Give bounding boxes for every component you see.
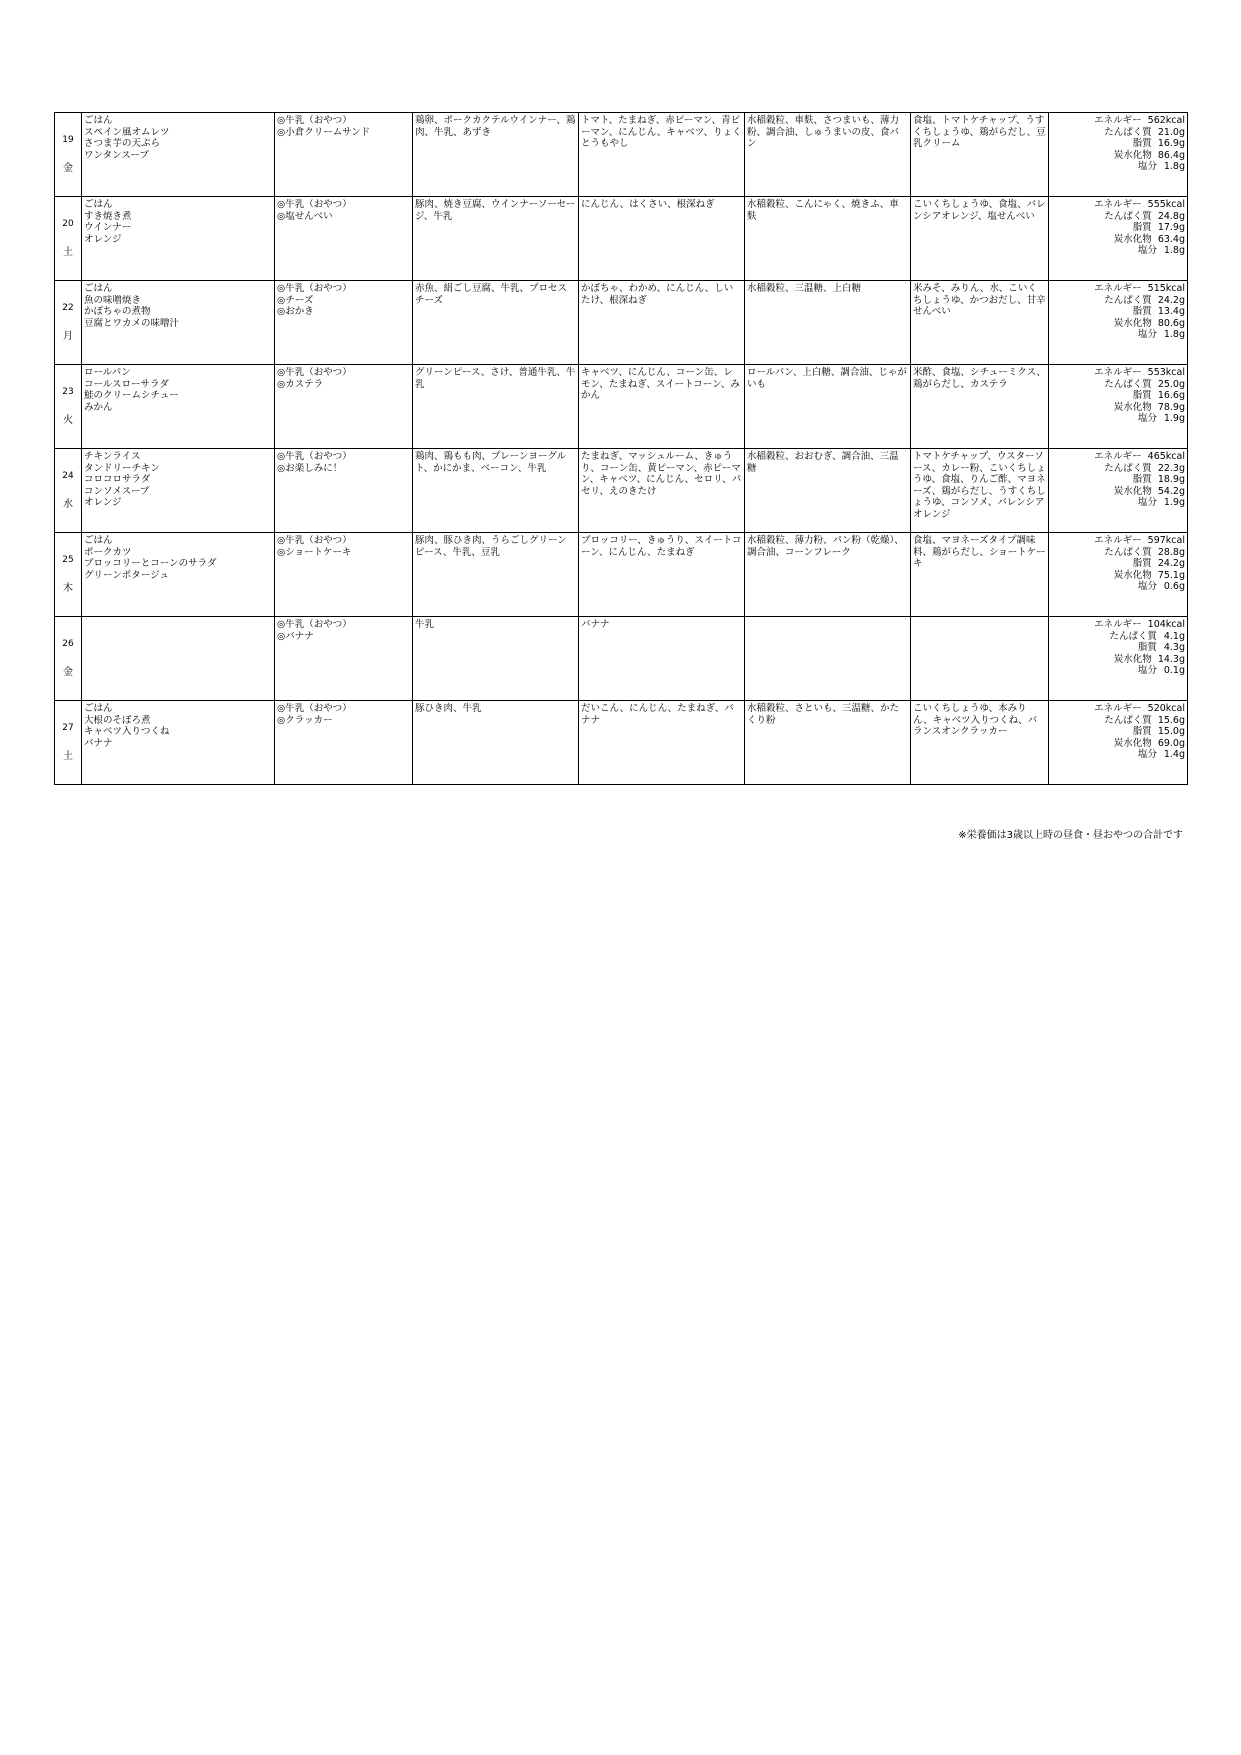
snack-item: ◎牛乳（おやつ） — [277, 199, 352, 210]
nutrition-value: 597kcal — [1147, 535, 1185, 546]
nutrition-row — [1051, 749, 1185, 761]
nutrition-label: 塩分 — [1137, 413, 1157, 425]
red-group-cell — [413, 533, 579, 617]
nutrition-label: 塩分 — [1137, 245, 1157, 257]
ingredient-text: ロールパン、上白糖、調合油、じゃがいも — [747, 367, 907, 390]
nutrition-row — [1051, 642, 1185, 654]
nutrition-row — [1051, 463, 1185, 475]
ingredient-text: 赤魚、絹ごし豆腐、牛乳、プロセスチーズ — [415, 283, 568, 306]
snack-item: ◎ショートケーキ — [277, 546, 352, 558]
ingredient-text: ブロッコリー、きゅうり、スイートコーン、にんじん、たまねぎ — [581, 535, 742, 558]
dish-item: オレンジ — [84, 497, 122, 509]
date-cell — [55, 701, 82, 785]
red-group-cell — [413, 701, 579, 785]
green-group-cell — [579, 617, 745, 701]
dish-item: ごはん — [84, 199, 113, 210]
nutrition-row — [1051, 619, 1185, 631]
ingredient-text: 食塩、マヨネーズタイプ調味料、鶏がらだし、ショートケーキ — [913, 535, 1046, 570]
menu-row — [55, 281, 1188, 365]
menu-row — [55, 365, 1188, 449]
ingredient-text: 米酢、食塩、シチューミクス、鶏がらだし、カステラ — [913, 367, 1046, 390]
nutrition-value: 24.2g — [1157, 558, 1185, 570]
date-cell — [55, 617, 82, 701]
nutrition-value: 13.4g — [1157, 306, 1185, 318]
nutrition-value: 553kcal — [1147, 367, 1185, 378]
ingredient-text: 水稲穀粒、三温糖、上白糖 — [747, 283, 862, 294]
dish-item: ロールパン — [84, 367, 131, 378]
dish-item: 魚の味噌焼き — [84, 294, 142, 306]
menu-row — [55, 113, 1188, 197]
nutrition-value: 1.9g — [1163, 497, 1185, 509]
dish-item: 豆腐とワカメの味噌汁 — [84, 317, 180, 329]
nutrition-row — [1051, 547, 1185, 559]
nutrition-label: エネルギー — [1094, 535, 1142, 546]
dish-item: チキンライス — [84, 451, 141, 462]
nutrition-label: たんぱく質 — [1104, 546, 1152, 558]
nutrition-value: 14.3g — [1157, 653, 1185, 665]
dish-item: 鮭のクリームシチュー — [84, 390, 179, 402]
menu-dishes-cell — [82, 365, 275, 449]
nutrition-cell — [1049, 533, 1188, 617]
menu-dishes-cell — [82, 281, 275, 365]
day-number: 22 — [62, 302, 74, 313]
dish-item: オレンジ — [84, 233, 122, 245]
nutrition-row — [1051, 127, 1185, 139]
snack-item: ◎牛乳（おやつ） — [277, 535, 352, 546]
ingredient-text: 豚肉、豚ひき肉、うらごしグリーンピース、牛乳、豆乳 — [415, 535, 567, 558]
nutrition-cell — [1049, 365, 1188, 449]
nutrition-label: 塩分 — [1137, 665, 1157, 677]
nutrition-value: 18.9g — [1157, 474, 1185, 486]
nutrition-label: 脂質 — [1132, 138, 1152, 150]
nutrition-value: 75.1g — [1157, 569, 1185, 581]
dish-item: さつま芋の天ぷら — [84, 138, 161, 150]
dish-item: コンソメスープ — [84, 485, 150, 497]
dish-item: グリーンポタージュ — [84, 569, 169, 581]
seasoning-cell — [911, 701, 1049, 785]
snack-cell — [275, 617, 413, 701]
nutrition-label: 塩分 — [1137, 329, 1157, 341]
ingredient-text: 豚ひき肉、牛乳 — [415, 703, 482, 714]
dish-item: ごはん — [84, 703, 113, 714]
menu-row — [55, 533, 1188, 617]
yellow-group-cell — [745, 197, 911, 281]
nutrition-label: 塩分 — [1137, 749, 1157, 761]
day-number: 26 — [62, 638, 74, 649]
snack-item: ◎塩せんべい — [277, 210, 333, 222]
date-cell — [55, 449, 82, 533]
nutrition-row — [1051, 558, 1185, 570]
dish-item: ごはん — [84, 115, 113, 126]
ingredient-text: こいくちしょうゆ、食塩、バレンシアオレンジ、塩せんべい — [913, 199, 1046, 222]
snack-cell — [275, 701, 413, 785]
nutrition-label: エネルギー — [1094, 619, 1142, 630]
dish-item: すき焼き煮 — [84, 210, 132, 222]
nutrition-row — [1051, 379, 1185, 391]
nutrition-row — [1051, 115, 1185, 127]
dish-item: コールスローサラダ — [84, 378, 169, 390]
nutrition-cell — [1049, 617, 1188, 701]
nutrition-label: 炭水化物 — [1113, 737, 1152, 749]
nutrition-cell — [1049, 281, 1188, 365]
nutrition-label: 塩分 — [1137, 581, 1157, 593]
nutrition-value: 17.9g — [1157, 222, 1185, 234]
nutrition-row — [1051, 738, 1185, 750]
day-number: 25 — [62, 554, 74, 565]
yellow-group-cell — [745, 533, 911, 617]
nutrition-row — [1051, 306, 1185, 318]
ingredient-text: 水稲穀粒、こんにゃく、焼きふ、車麩 — [747, 199, 899, 222]
nutrition-cell — [1049, 113, 1188, 197]
ingredient-text: トマトケチャップ、ウスターソース、カレー粉、こいくちしょうゆ、食塩、りんご酢、マヨネーズ、鶏がらだし、うすくちしょうゆ、コンソメ、バレンシアオレンジ — [913, 451, 1046, 520]
ingredient-text: 水稲穀粒、薄力粉、パン粉（乾燥）、調合油、コーンフレーク — [747, 535, 904, 558]
nutrition-value: 0.1g — [1163, 665, 1185, 677]
snack-item: ◎カステラ — [277, 378, 324, 390]
nutrition-value: 80.6g — [1157, 317, 1185, 329]
snack-item: ◎牛乳（おやつ） — [277, 283, 352, 294]
day-number: 24 — [62, 470, 74, 481]
nutrition-value: 24.8g — [1157, 210, 1185, 222]
snack-item: ◎チーズ — [277, 294, 314, 306]
nutrition-row — [1051, 234, 1185, 246]
dish-item: コロコロサラダ — [84, 474, 151, 486]
ingredient-text: 牛乳 — [415, 619, 435, 630]
seasoning-cell — [911, 281, 1049, 365]
red-group-cell — [413, 449, 579, 533]
nutrition-row — [1051, 402, 1185, 414]
nutrition-value: 555kcal — [1147, 199, 1185, 210]
menu-table-body — [55, 113, 1188, 785]
nutrition-label: たんぱく質 — [1104, 126, 1152, 138]
ingredient-text: トマト、たまねぎ、赤ピーマン、青ピーマン、にんじん、キャベツ、りょくとうもやし — [581, 115, 742, 150]
seasoning-cell — [911, 449, 1049, 533]
nutrition-label: エネルギー — [1094, 199, 1142, 210]
nutrition-row — [1051, 283, 1185, 295]
nutrition-label: たんぱく質 — [1104, 210, 1152, 222]
dish-item: スペイン風オムレツ — [84, 126, 170, 138]
ingredient-text: 水稲穀粒、車麩、さつまいも、薄力粉、調合油、しゅうまいの皮、食パン — [747, 115, 900, 150]
nutrition-label: たんぱく質 — [1104, 294, 1152, 306]
ingredient-text: だいこん、にんじん、たまねぎ、バナナ — [581, 703, 734, 726]
nutrition-value: 4.1g — [1163, 630, 1185, 642]
nutrition-value: 24.2g — [1157, 294, 1185, 306]
seasoning-cell — [911, 617, 1049, 701]
weekday: 土 — [63, 246, 73, 258]
nutrition-label: 塩分 — [1137, 497, 1157, 509]
ingredient-text: 米みそ、みりん、水、こいくちしょうゆ、かつおだし、甘辛せんべい — [913, 283, 1046, 318]
nutrition-cell — [1049, 449, 1188, 533]
menu-row — [55, 197, 1188, 281]
nutrition-value: 0.6g — [1163, 581, 1185, 593]
ingredient-text: 豚肉、焼き豆腐、ウインナーソーセージ、牛乳 — [415, 199, 576, 222]
green-group-cell — [579, 701, 745, 785]
menu-dishes-cell — [82, 617, 275, 701]
nutrition-row — [1051, 703, 1185, 715]
dish-item: かぼちゃの煮物 — [84, 306, 151, 318]
day-number: 19 — [62, 134, 74, 145]
seasoning-cell — [911, 533, 1049, 617]
nutrition-label: たんぱく質 — [1109, 630, 1157, 642]
nutrition-row — [1051, 570, 1185, 582]
nutrition-row — [1051, 138, 1185, 150]
green-group-cell — [579, 281, 745, 365]
weekday: 土 — [63, 750, 73, 762]
nutrition-label: 炭水化物 — [1113, 149, 1152, 161]
dish-item: ポークカツ — [84, 546, 132, 558]
nutrition-value: 69.0g — [1157, 737, 1185, 749]
weekday: 水 — [63, 498, 73, 510]
nutrition-value: 54.2g — [1157, 485, 1185, 497]
nutrition-label: エネルギー — [1094, 703, 1142, 714]
red-group-cell — [413, 365, 579, 449]
snack-item: ◎牛乳（おやつ） — [277, 619, 352, 630]
ingredient-text: キャベツ、にんじん、コーン缶、レモン、たまねぎ、スイートコーン、みかん — [581, 367, 740, 402]
nutrition-row — [1051, 665, 1185, 677]
footnote: ※栄養価は3歳以上時の昼食・昼おやつの合計です — [958, 830, 1183, 841]
nutrition-row — [1051, 367, 1185, 379]
nutrition-row — [1051, 222, 1185, 234]
nutrition-row — [1051, 581, 1185, 593]
nutrition-value: 78.9g — [1157, 401, 1185, 413]
date-cell — [55, 365, 82, 449]
ingredient-text: 鶏肉、鶏もも肉、プレーンヨーグルト、かにかま、ベーコン、牛乳 — [415, 451, 567, 474]
green-group-cell — [579, 197, 745, 281]
seasoning-cell — [911, 365, 1049, 449]
ingredient-text: グリーンピース、さけ、普通牛乳、牛乳 — [415, 367, 576, 390]
seasoning-cell — [911, 197, 1049, 281]
nutrition-label: 脂質 — [1132, 558, 1152, 570]
menu-dishes-cell — [82, 533, 275, 617]
date-cell — [55, 281, 82, 365]
nutrition-row — [1051, 211, 1185, 223]
nutrition-label: たんぱく質 — [1104, 378, 1152, 390]
weekday: 金 — [63, 666, 73, 678]
day-number: 27 — [62, 722, 74, 733]
dish-item: ごはん — [84, 283, 113, 294]
menu-dishes-cell — [82, 449, 275, 533]
red-group-cell — [413, 281, 579, 365]
nutrition-value: 1.4g — [1163, 749, 1185, 761]
dish-item: 大根のそぼろ煮 — [84, 714, 151, 726]
nutrition-row — [1051, 329, 1185, 341]
dish-item: バナナ — [84, 737, 113, 749]
dish-item: ブロッコリーとコーンのサラダ — [84, 558, 217, 570]
ingredient-text: たまねぎ、マッシュルーム、きゅうり、コーン缶、黄ピーマン、赤ピーマン、キャベツ、にんじん、セロリ、パセリ、えのきたけ — [581, 451, 742, 497]
nutrition-label: 炭水化物 — [1113, 317, 1152, 329]
nutrition-cell — [1049, 197, 1188, 281]
nutrition-label: たんぱく質 — [1104, 714, 1152, 726]
weekday: 火 — [63, 414, 73, 426]
ingredient-text: 水稲穀粒、さといも、三温糖、かたくり粉 — [747, 703, 900, 726]
weekday: 木 — [63, 582, 73, 594]
nutrition-label: 炭水化物 — [1113, 569, 1152, 581]
green-group-cell — [579, 533, 745, 617]
nutrition-value: 1.8g — [1163, 245, 1185, 257]
snack-cell — [275, 197, 413, 281]
dish-item: キャベツ入りつくね — [84, 726, 170, 738]
nutrition-row — [1051, 295, 1185, 307]
yellow-group-cell — [745, 113, 911, 197]
nutrition-value: 4.3g — [1163, 642, 1185, 654]
red-group-cell — [413, 617, 579, 701]
nutrition-value: 562kcal — [1147, 115, 1185, 126]
snack-cell — [275, 533, 413, 617]
yellow-group-cell — [745, 365, 911, 449]
yellow-group-cell — [745, 617, 911, 701]
nutrition-row — [1051, 715, 1185, 727]
nutrition-label: 炭水化物 — [1113, 485, 1152, 497]
menu-table — [54, 112, 1188, 785]
nutrition-value: 25.0g — [1157, 378, 1185, 390]
green-group-cell — [579, 113, 745, 197]
dish-item: ウインナー — [84, 222, 132, 234]
nutrition-value: 465kcal — [1147, 451, 1185, 462]
snack-item: ◎小倉クリームサンド — [277, 126, 371, 138]
day-number: 20 — [62, 218, 74, 229]
dish-item: みかん — [84, 401, 113, 413]
snack-item: ◎牛乳（おやつ） — [277, 367, 352, 378]
menu-row — [55, 701, 1188, 785]
nutrition-label: 脂質 — [1132, 222, 1152, 234]
nutrition-label: エネルギー — [1094, 115, 1142, 126]
nutrition-row — [1051, 726, 1185, 738]
green-group-cell — [579, 449, 745, 533]
snack-item: ◎牛乳（おやつ） — [277, 115, 352, 126]
nutrition-value: 63.4g — [1157, 233, 1185, 245]
nutrition-value: 16.9g — [1157, 138, 1185, 150]
ingredient-text: こいくちしょうゆ、本みりん、キャベツ入りつくね、バランスオンクラッカー — [913, 703, 1038, 738]
nutrition-value: 15.0g — [1157, 726, 1185, 738]
date-cell — [55, 197, 82, 281]
menu-row — [55, 449, 1188, 533]
nutrition-row — [1051, 245, 1185, 257]
seasoning-cell — [911, 113, 1049, 197]
nutrition-label: 脂質 — [1132, 474, 1152, 486]
dish-item: ワンタンスープ — [84, 149, 149, 161]
nutrition-label: 脂質 — [1137, 642, 1157, 654]
nutrition-value: 21.0g — [1157, 126, 1185, 138]
nutrition-label: 炭水化物 — [1113, 401, 1152, 413]
nutrition-value: 520kcal — [1147, 703, 1185, 714]
dish-item: タンドリーチキン — [84, 462, 160, 474]
nutrition-value: 104kcal — [1147, 619, 1185, 630]
nutrition-row — [1051, 535, 1185, 547]
nutrition-row — [1051, 150, 1185, 162]
nutrition-label: エネルギー — [1094, 283, 1142, 294]
yellow-group-cell — [745, 449, 911, 533]
nutrition-label: 塩分 — [1137, 161, 1157, 173]
nutrition-value: 22.3g — [1157, 462, 1185, 474]
nutrition-label: 脂質 — [1132, 390, 1152, 402]
snack-cell — [275, 281, 413, 365]
dish-item: ごはん — [84, 535, 113, 546]
ingredient-text: 水稲穀粒、おおむぎ、調合油、三温糖 — [747, 451, 899, 474]
ingredient-text: かぼちゃ、わかめ、にんじん、しいたけ、根深ねぎ — [581, 283, 734, 306]
menu-dishes-cell — [82, 197, 275, 281]
nutrition-label: エネルギー — [1094, 451, 1142, 462]
nutrition-row — [1051, 199, 1185, 211]
nutrition-label: たんぱく質 — [1104, 462, 1152, 474]
weekday: 月 — [63, 330, 73, 342]
nutrition-value: 16.6g — [1157, 390, 1185, 402]
nutrition-label: 脂質 — [1132, 306, 1152, 318]
nutrition-value: 515kcal — [1147, 283, 1185, 294]
red-group-cell — [413, 113, 579, 197]
snack-item: ◎牛乳（おやつ） — [277, 703, 352, 714]
nutrition-value: 1.9g — [1163, 413, 1185, 425]
nutrition-row — [1051, 390, 1185, 402]
menu-dishes-cell — [82, 701, 275, 785]
snack-item: ◎おかき — [277, 306, 314, 318]
nutrition-row — [1051, 654, 1185, 666]
nutrition-label: 炭水化物 — [1113, 233, 1152, 245]
red-group-cell — [413, 197, 579, 281]
snack-cell — [275, 365, 413, 449]
ingredient-text: バナナ — [581, 619, 610, 630]
ingredient-text: 食塩、トマトケチャップ、うすくちしょうゆ、鶏がらだし、豆乳クリーム — [913, 115, 1046, 150]
nutrition-value: 1.8g — [1163, 329, 1185, 341]
nutrition-row — [1051, 318, 1185, 330]
green-group-cell — [579, 365, 745, 449]
nutrition-value: 86.4g — [1157, 149, 1185, 161]
snack-item: ◎クラッカー — [277, 714, 333, 726]
snack-item: ◎バナナ — [277, 630, 314, 642]
nutrition-row — [1051, 161, 1185, 173]
nutrition-label: 炭水化物 — [1113, 653, 1152, 665]
nutrition-value: 28.8g — [1157, 546, 1185, 558]
date-cell — [55, 533, 82, 617]
menu-row — [55, 617, 1188, 701]
nutrition-label: エネルギー — [1094, 367, 1142, 378]
nutrition-row — [1051, 451, 1185, 463]
nutrition-value: 1.8g — [1163, 161, 1185, 173]
yellow-group-cell — [745, 281, 911, 365]
nutrition-row — [1051, 413, 1185, 425]
snack-cell — [275, 113, 413, 197]
nutrition-row — [1051, 474, 1185, 486]
yellow-group-cell — [745, 701, 911, 785]
nutrition-label: 脂質 — [1132, 726, 1152, 738]
day-number: 23 — [62, 386, 74, 397]
snack-cell — [275, 449, 413, 533]
nutrition-value: 15.6g — [1157, 714, 1185, 726]
nutrition-row — [1051, 497, 1185, 509]
date-cell — [55, 113, 82, 197]
ingredient-text: 鶏卵、ポークカクテルウインナー、鶏肉、牛乳、あずき — [415, 115, 576, 138]
weekday: 金 — [63, 162, 73, 174]
nutrition-cell — [1049, 701, 1188, 785]
snack-item: ◎牛乳（おやつ） — [277, 451, 352, 462]
nutrition-row — [1051, 631, 1185, 643]
nutrition-row — [1051, 486, 1185, 498]
snack-item: ◎お楽しみに！ — [277, 462, 343, 474]
menu-dishes-cell — [82, 113, 275, 197]
ingredient-text: にんじん、はくさい、根深ねぎ — [581, 199, 715, 210]
